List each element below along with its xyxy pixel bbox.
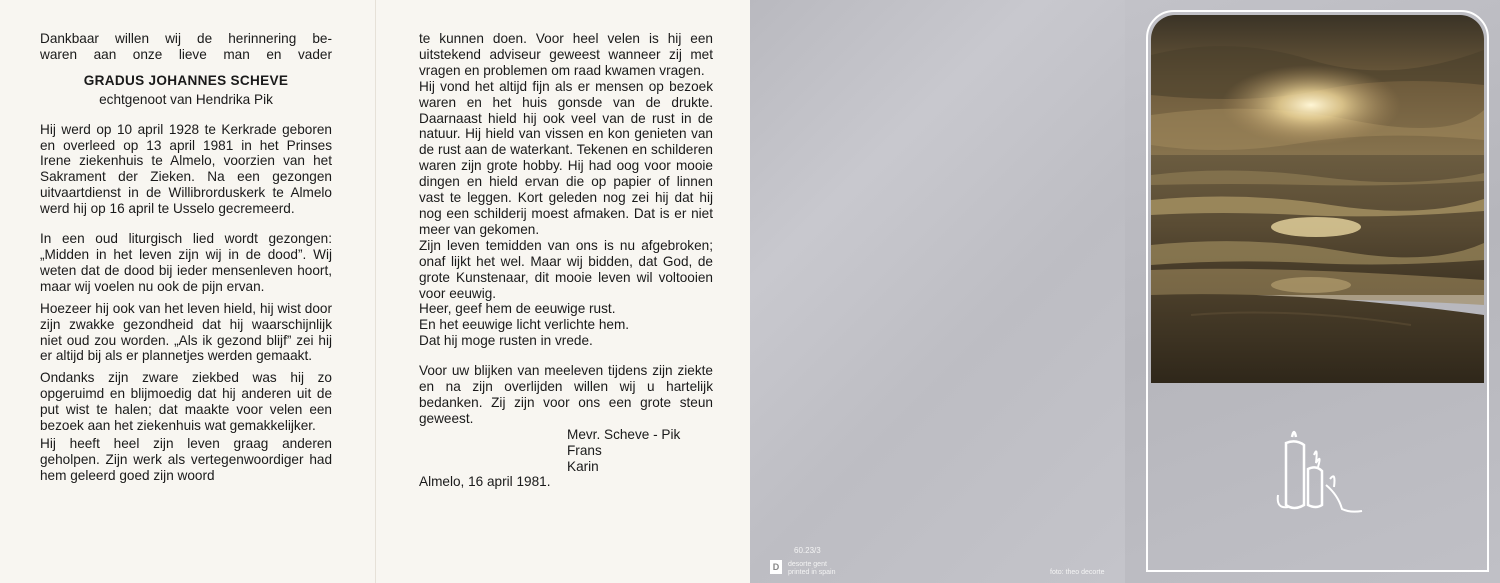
candle-icon <box>1270 425 1380 525</box>
prayer-line-1: Heer, geef hem de eeuwige rust. <box>419 301 616 317</box>
spacer <box>40 217 332 231</box>
paragraph-birth: Hij werd op 10 april 1928 te Kerkrade geboren en overleed op 13 april 1981 in het Prinses Irene ziekenhuis te Almelo, voorzien van het Sakrament der Zieken. Na een gezongen uitvaartdienst in de Willibrorduskerk te Almelo werd hij op 16 april te Usselo gecremeerd. <box>40 121 332 217</box>
card-code: 60.23/3 <box>794 546 821 555</box>
signatory-2: Frans <box>567 442 602 458</box>
left-column <box>40 31 332 484</box>
printer-line-1: desorte gent <box>788 561 827 568</box>
spacer <box>40 63 332 73</box>
sunset-sea-photo <box>1151 15 1484 383</box>
photo-credit: foto: theo decorte <box>1050 569 1105 576</box>
middle-text-panel <box>375 0 751 583</box>
printer-logo-icon: D <box>770 560 782 574</box>
prayer-line-3: Dat hij moge rusten in vrede. <box>419 333 593 349</box>
signatory-3: Karin <box>567 458 599 474</box>
spacer <box>419 349 713 363</box>
paragraph-health: Hoezeer hij ook van het leven hield, hij wist door zijn zwakke gezondheid dat hij waarschijnlijk niet oud zou worden. „Als ik gezond blijf” zei hij er altijd bij als er plannetjes werden gemaakt. <box>40 300 332 364</box>
paragraph-illness: Ondanks zijn zware ziekbed was hij zo opgeruimd en blijmoedig dat hij anderen uit de put wist te halen; dat maakte voor velen een bezoek aan het ziekenhuis wat gemakkelijker. <box>40 370 332 434</box>
left-text-panel <box>0 0 375 583</box>
intro-line-2: waren aan onze lieve man en vader <box>40 46 332 62</box>
printer-line-2: printed in spain <box>788 569 836 576</box>
signatory-1: Mevr. Scheve - Pik <box>567 426 681 442</box>
place-date: Almelo, 16 april 1981. <box>419 474 551 490</box>
spacer <box>40 108 332 122</box>
paragraph-work: Hij heeft heel zijn leven graag anderen geholpen. Zijn werk als vertegenwoordiger had hem geleerd goed zijn woord <box>40 435 332 483</box>
sunset-photo-image <box>1151 15 1484 383</box>
back-cover-panel <box>750 0 1125 583</box>
paragraph-liturgy: In een oud liturgisch lied wordt gezongen: „Midden in het leven zijn wij in de dood”. Wij weten dat de dood bij ieder mensenleven hoort, maar wij voelen nu ook de pijn ervan. <box>40 231 332 294</box>
paragraph-prayer-intro: Zijn leven temidden van ons is nu afgebroken; onaf lijkt het wel. Maar wij bidden, dat God, de grote Kunstenaar, dit mooie leven wil voltooien voor eeuwig. <box>419 237 713 301</box>
paragraph-thanks: Voor uw blijken van meeleven tijdens zijn ziekte en na zijn overlijden willen wij u hartelijk bedanken. Zij zijn voor ons een grote steun geweest. <box>419 363 713 426</box>
spouse-line: echtgenoot van Hendrika Pik <box>99 91 273 107</box>
paragraph-advisor: te kunnen doen. Voor heel velen is hij een uitstekend adviseur geweest wanneer zij met vragen en problemen om raad kwamen vragen. <box>419 31 713 78</box>
middle-column <box>419 31 713 490</box>
deceased-name: GRADUS JOHANNES SCHEVE <box>83 72 289 88</box>
prayer-line-2: En het eeuwige licht verlichte hem. <box>419 317 630 333</box>
intro-line-1: Dankbaar willen wij de herinnering be- <box>40 31 332 46</box>
paragraph-hobbies: Hij vond het altijd fijn als er mensen op bezoek waren en het huis gonsde van de drukte. Daarnaast hield hij ook veel van de rust in de natuur. Hij hield van vissen en kon genieten van de rust aan de waterkant. Tekenen en schilderen waren zijn grote hobby. Hij had oog voor mooie dingen en hield ervan die op papier of linnen vast te leggen. Kort geleden nog zei hij dat hij nog een schilderij moest afmaken. Dat is er niet meer van gekomen. <box>419 78 713 237</box>
